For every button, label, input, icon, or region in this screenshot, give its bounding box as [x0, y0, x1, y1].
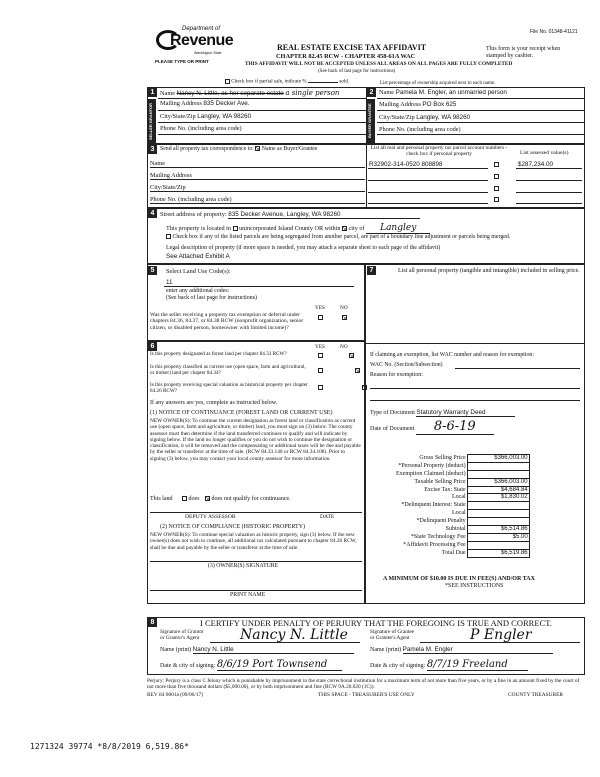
seller-address-row — [160, 100, 249, 107]
buyer-phone-label: Phone No. (including area code) — [379, 126, 461, 133]
exemption-claim-label: If claiming an exemption, list WAC number and reason for exemption: — [370, 352, 534, 358]
form-subtitle: CHAPTER 82.45 RCW - CHAPTER 458-61A WAC — [276, 53, 416, 60]
calc-row — [395, 541, 529, 549]
receipt-note: This form is your receipt when stamped by cashier. — [486, 46, 561, 59]
grantor-name-row — [160, 646, 354, 654]
grantee-date-handwritten[interactable]: 8/7/19 Freeland — [427, 659, 528, 671]
print-name-label: PRINT NAME — [230, 592, 266, 598]
parcel-header: List all real and personal property tax parcel account numbers - check box if personal property — [370, 145, 508, 158]
sold-label: sold. — [339, 78, 350, 85]
buyer-address-value[interactable]: PO Box 625 — [422, 101, 457, 108]
seller-city-value[interactable]: Langley, WA 98260 — [197, 113, 252, 120]
section-8-badge: 8 — [148, 618, 157, 627]
logo-state: Washington State — [194, 51, 222, 55]
unincorporated-checkbox[interactable] — [233, 226, 238, 231]
ownership-note: List percentage of ownership acquired next to each name. — [380, 81, 496, 86]
s5-no-label: NO — [340, 305, 348, 311]
logo-dept: Department of — [182, 26, 221, 32]
if-yes-note: If any answers are yes, complete as instructed below. — [150, 400, 278, 406]
corr-name-label: Name — [150, 160, 166, 167]
perjury-note: Perjury: Perjury is a class C felony which is punishable by imprisonment in the state correctional institution for a maximum term of not more than five years, or by a fine in an amount fixed by the court of not more than five thousand dollars ($5,000.00), or by both imprisonment and fine (RCW 9A.20.020 (1C)). — [147, 678, 580, 691]
assessed-header: List assessed value(s) — [520, 150, 569, 156]
reason-label: Reason for exemption: — [370, 372, 423, 378]
calc-value[interactable]: $366,003.00 — [467, 478, 529, 486]
buyer-name-value[interactable]: Pamela M. Engler, an unmarried person — [395, 89, 507, 96]
same-as-buyer-checkbox[interactable] — [255, 146, 260, 151]
city-handwritten[interactable]: Langley — [366, 223, 430, 234]
please-type: PLEASE TYPE OR PRINT — [155, 59, 209, 64]
same-as-buyer-label: Name as Buyer/Grantee — [261, 146, 318, 152]
grantee-signature[interactable]: P Engler — [470, 627, 532, 643]
doc-type-label: Type of Document — [370, 410, 415, 416]
grantor-signature[interactable]: Nancy N. Little — [240, 627, 348, 643]
rev-number: REV 84 0001a (09/06/17) — [147, 692, 204, 698]
calc-label: Local — [451, 510, 466, 517]
calc-label: Exemption Claimed (deduct) — [396, 470, 466, 477]
calc-row — [395, 510, 529, 518]
exemption-question: Was the seller receiving a property tax exemption or deferral under chapters 84.36, 84.37, or 84.38 RCW (nonprofit organization, senior citizen, or disabled person, homeowner with limited income)? — [150, 312, 304, 331]
s6-no-label: NO — [340, 344, 348, 350]
parcel-2-checkbox[interactable] — [494, 174, 499, 179]
file-number: File No. 01348-41121 — [530, 29, 578, 35]
section5-see-back: (See back of last page for instructions) — [166, 295, 257, 301]
see-instructions-note: *SEE INSTRUCTIONS — [445, 583, 504, 589]
grantor-signature-label: Signature of Grantor or Grantor's Agent — [160, 629, 204, 642]
historic-yes-checkbox[interactable] — [318, 385, 323, 390]
buyer-city-label: City/State/Zip — [379, 114, 415, 121]
calc-label: Local — [451, 494, 466, 501]
doc-type-value[interactable]: Statutory Warranty Deed — [416, 409, 515, 417]
deputy-date-label: DATE — [320, 514, 335, 520]
corr-city-label: City/State/Zip — [150, 184, 186, 191]
parcel-1[interactable]: R32902-314-0520 808898 — [369, 161, 443, 168]
doc-date-handwritten[interactable]: 8-6-19 — [416, 419, 494, 435]
parcel-3-checkbox[interactable] — [494, 186, 499, 191]
logo-name: Revenue — [170, 32, 234, 49]
city-of-label: city of — [348, 225, 365, 232]
see-instructions: (See back of last page for instructions) — [318, 69, 396, 74]
calc-value[interactable]: $6,519.86 — [467, 549, 529, 557]
exemption-yes-checkbox[interactable] — [318, 315, 323, 320]
buyer-city-value[interactable]: Langley, WA 98260 — [416, 114, 471, 121]
grantee-date-label: Date & city of signing: — [370, 663, 426, 669]
street-row — [160, 211, 420, 218]
calc-value[interactable] — [467, 510, 529, 518]
section-5-badge: 5 — [148, 266, 157, 275]
seller-address-label: Mailing Address — [160, 100, 202, 107]
notice1-title: (1) NOTICE OF CONTINUANCE (FOREST LAND OR CURRENT USE) — [150, 410, 333, 416]
seller-name-value[interactable]: Nancy N. Little, as her separate estate — [176, 90, 284, 97]
calc-row — [395, 518, 529, 526]
treasurer-use-label: THIS SPACE - TREASURER'S USE ONLY — [318, 692, 415, 698]
does-not-label: does not qualify for continuance. — [211, 496, 291, 502]
calc-value[interactable]: $5.00 — [467, 533, 529, 541]
current-use-yes-checkbox[interactable] — [318, 368, 323, 373]
grantor-date-row — [160, 659, 342, 671]
deputy-assessor-label: DEPUTY ASSESSOR — [185, 514, 236, 520]
correspondence-row — [160, 146, 317, 153]
seller-name-handwritten: a single person — [285, 89, 340, 97]
calc-label: Excise Tax: State — [424, 486, 466, 493]
calc-label: *Delinquent Penalty — [416, 518, 466, 525]
percent-blank[interactable] — [308, 82, 338, 83]
notice1-text: NEW OWNER(S): To continue the current designation as forest land or classification as current use (open space, farm and agriculture, or timber) land, you must sign on (3) below. The county assessor must then determine if the land transferred continues to qualify and will indicate by signing below. If the land no longer qualifies or you do not wish to continue the designation or classification, it will be removed and the compensating or additional taxes will be due and payable by the seller or transferor at the time of sale. (RCW 84.33.140 or RCW 84.34.108). Prior to signing (3) below, you may contact your local county assessor for more information. — [150, 418, 361, 462]
calc-value[interactable]: $1,830.02 — [467, 494, 529, 502]
partial-sale-checkbox[interactable] — [225, 79, 230, 84]
calc-row — [395, 549, 529, 557]
legal-desc-label: Legal description of property (if more space is needed, you may attach a separate sheet to each page of the affidavit) — [166, 245, 441, 251]
this-land-label: This land — [150, 496, 173, 502]
calc-label: Taxable Selling Price — [414, 478, 466, 485]
partial-sale-label: Check box if partial sale, indicate % — [231, 78, 307, 85]
parcel-4-checkbox[interactable] — [494, 197, 499, 202]
calc-value[interactable] — [467, 502, 529, 510]
buyer-address-label: Mailing Address — [379, 101, 421, 108]
personal-property-label: List all personal property (tangible and intangible) included in selling price. — [398, 268, 580, 274]
grantor-date-handwritten[interactable]: 8/6/19 Port Townsend — [217, 659, 343, 671]
grantor-name-label: Name (print) — [160, 647, 192, 653]
seller-name-label: Name — [160, 90, 176, 97]
buyer-name-row — [379, 89, 507, 96]
owner-signature-label: (3) OWNER(S) SIGNATURE — [208, 563, 279, 569]
exemption-no-checkbox[interactable] — [342, 315, 347, 320]
located-label: This property is located in — [166, 225, 231, 232]
section-1-badge: 1 — [148, 88, 157, 97]
legal-desc-value[interactable]: See Attached Exhibit A — [166, 253, 230, 260]
calc-label: Gross Selling Price — [419, 455, 466, 461]
does-not-checkbox[interactable] — [205, 496, 210, 501]
section-2-badge: 2 — [367, 88, 376, 97]
calc-row — [395, 526, 529, 534]
located-row — [166, 223, 430, 233]
section-4-badge: 4 — [148, 209, 157, 218]
form-warning: THIS AFFIDAVIT WILL NOT BE ACCEPTED UNLESS ALL AREAS ON ALL PAGES ARE FULLY COMPLETED — [245, 61, 513, 67]
grantee-date-row — [370, 659, 528, 671]
segregated-label: Check box if any of the listed parcels are being segregated from another parcel, are part of a boundary line adjustment or parcels being merged. — [172, 234, 511, 240]
seller-name-row — [160, 89, 365, 97]
forest-no-checkbox[interactable] — [349, 353, 354, 358]
certify-statement: I CERTIFY UNDER PENALTY OF PERJURY THAT THE FOREGOING IS TRUE AND CORRECT. — [200, 618, 552, 628]
buyer-address-row — [379, 101, 456, 108]
s6-yes-label: YES — [315, 344, 326, 350]
county-treasurer-label: COUNTY TREASURER — [508, 692, 563, 698]
current-use-question: Is this property classified as current use (open space, farm and agricultural, or timber) land per chapter 84.34? — [150, 364, 306, 376]
calc-label: *Personal Property (deduct) — [398, 462, 466, 469]
doc-date-label: Date of Document — [370, 426, 415, 432]
calc-label: *Affidavit Processing Fee — [403, 541, 466, 548]
doc-date-row — [370, 420, 494, 435]
minimum-note: A MINIMUM OF $10.00 IS DUE IN FEE(S) AND/OR TAX — [383, 576, 535, 582]
grantee-signature-label: Signature of Grantee or Grantee's Agent — [370, 629, 415, 642]
calc-label: Total Due — [441, 549, 466, 556]
calc-row — [395, 455, 529, 463]
corr-phone-label: Phone No. (including area code) — [150, 196, 232, 203]
buyer-tab: BUYER GRANTEE — [367, 99, 375, 143]
partial-sale-row — [225, 79, 349, 86]
does-label: does — [188, 496, 200, 502]
calc-row — [395, 478, 529, 486]
calc-value[interactable] — [467, 541, 529, 549]
calc-value[interactable]: $4,684.84 — [467, 486, 529, 494]
calc-value[interactable]: $6,514.86 — [467, 526, 529, 534]
assessed-value-1[interactable]: $287,234.00 — [518, 161, 554, 168]
additional-codes-label: enter any additional codes: — [166, 288, 230, 294]
land-use-label: Select Land Use Code(s): — [166, 268, 231, 275]
grantee-name-value[interactable]: Pamela M. Engler — [403, 646, 553, 654]
calc-value[interactable]: $366,003.00 — [467, 455, 529, 463]
seller-phone-label: Phone No. (including area code) — [160, 125, 242, 132]
grantor-name-value[interactable]: Nancy N. Little — [193, 646, 354, 654]
correspondence-label: Send all property tax correspondence to: — [160, 146, 254, 152]
calc-value[interactable] — [467, 518, 529, 526]
section-3-badge: 3 — [148, 145, 157, 154]
grantee-name-row — [370, 646, 553, 654]
calc-row — [395, 494, 529, 502]
seller-city-label: City/State/Zip — [160, 113, 196, 120]
buyer-city-row — [379, 114, 470, 121]
calc-row — [395, 486, 529, 494]
section-6-badge: 6 — [148, 342, 157, 351]
calc-row — [395, 533, 529, 541]
street-value[interactable]: 835 Decker Avenue, Langley, WA 98260 — [228, 211, 420, 219]
seller-address-value[interactable]: 835 Decker Ave. — [203, 100, 250, 107]
calc-label: *Delinquent Interest: State — [401, 502, 466, 509]
unincorporated-label: unincorporated Island County OR within — [239, 225, 341, 232]
s5-yes-label: YES — [315, 305, 326, 311]
segregated-row — [166, 234, 581, 241]
calc-row — [395, 470, 529, 478]
does-checkbox[interactable] — [182, 496, 187, 501]
segregated-checkbox[interactable] — [166, 234, 171, 239]
forest-question: Is this property designated as forest land per chapter 84.33 RCW? — [150, 351, 287, 357]
land-use-value[interactable]: 11 — [166, 279, 173, 286]
receipt-stamp: 1271324 39774 *8/8/2019 6,519.86* — [30, 742, 189, 751]
calc-label: Subtotal — [445, 526, 466, 533]
tax-calculation-table — [395, 454, 530, 558]
section-7-badge: 7 — [367, 266, 376, 275]
within-city-checkbox[interactable] — [342, 226, 347, 231]
parcel-1-checkbox[interactable] — [494, 162, 499, 167]
form-title: REAL ESTATE EXCISE TAX AFFIDAVIT — [277, 43, 427, 52]
calc-value[interactable] — [467, 462, 529, 470]
calc-row — [395, 502, 529, 510]
grantee-name-label: Name (print) — [370, 647, 402, 653]
buyer-name-label: Name — [379, 89, 395, 96]
historic-question: Is this property receiving special valuation as historical property per chapter 84.26 RCW? — [150, 382, 308, 394]
calc-label: *State Technology Fee — [410, 533, 466, 540]
seller-tab: SELLER GRANTOR — [148, 99, 156, 143]
doc-type-row — [370, 409, 515, 417]
calc-row — [395, 462, 529, 470]
notice2-text: NEW OWNER(S): To continue special valuation as historic property, sign (3) below. If the new owner(s) does not wish to continue, all additional tax calculated pursuant to chapter 84.26 RCW, shall be due and payable by the seller or transferor at the time of sale. — [150, 532, 357, 551]
forest-yes-checkbox[interactable] — [318, 353, 323, 358]
notice2-title: (2) NOTICE OF COMPLIANCE (HISTORIC PROPERTY) — [160, 524, 306, 530]
seller-city-row — [160, 113, 251, 120]
street-label: Street address of property: — [160, 211, 227, 218]
corr-address-label: Mailing Address — [150, 172, 192, 179]
current-use-no-checkbox[interactable] — [355, 368, 360, 373]
calc-value[interactable] — [467, 470, 529, 478]
continuance-row — [150, 496, 291, 503]
grantor-date-label: Date & city of signing: — [160, 663, 216, 669]
wac-no-label: WAC No. (Section/Subsection) — [370, 362, 443, 368]
